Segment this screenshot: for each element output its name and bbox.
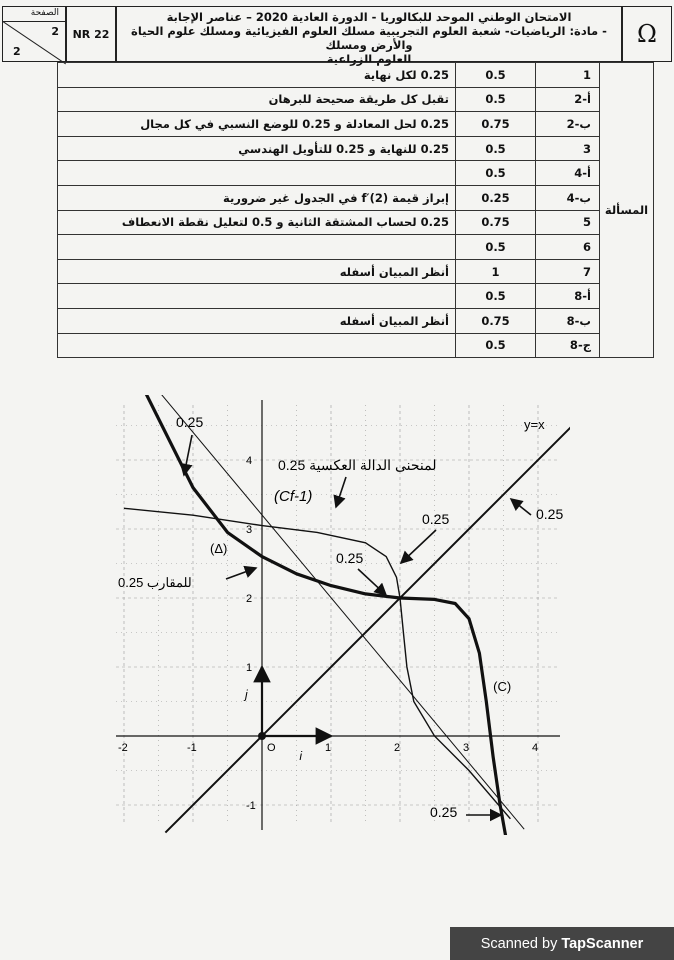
y-tick-label: 1 [246, 662, 253, 674]
exam-code: NR 22 [66, 6, 116, 62]
grading-row [58, 308, 654, 333]
question-number: 5 [536, 210, 600, 235]
grading-row [58, 333, 654, 358]
annotation-mid: 0.25 [336, 550, 364, 566]
grading-row [58, 87, 654, 112]
note: أنظر المبيان أسفله [58, 308, 456, 333]
grading-row [58, 63, 654, 88]
question-number: ب-4 [536, 185, 600, 210]
exam-title [116, 6, 622, 66]
y-tick-label: -1 [246, 800, 256, 812]
points: 0.5 [456, 161, 536, 186]
annotation-asymptote: 0.25 للمقارب [118, 575, 192, 590]
points: 0.25 [456, 185, 536, 210]
note [58, 333, 456, 358]
title-line-1: الامتحان الوطني الموحد للبكالوريا - الدورة العادية 2020 – عناصر الإجابة [166, 10, 572, 24]
scanner-watermark: Scanned by TapScanner [450, 927, 674, 960]
page-label: الصفحة [30, 8, 59, 18]
note: 0.25 لحل المعادلة و 0.25 للوضع النسبي في كل مجال [58, 112, 456, 137]
annotation-top-mid: 0.25 [422, 511, 450, 527]
y-tick-label: 2 [246, 593, 253, 605]
annotation-right: 0.25 [536, 506, 564, 522]
question-number: 7 [536, 259, 600, 284]
points: 0.75 [456, 112, 536, 137]
exam-header [0, 0, 674, 66]
omega-logo-icon: Ω [622, 6, 672, 62]
vector-i-label: i [299, 749, 303, 763]
label-curve-c: (C) [493, 679, 512, 695]
note [58, 284, 456, 309]
note [58, 235, 456, 260]
x-tick-label: O [267, 742, 276, 754]
x-tick-label: -1 [187, 742, 197, 754]
note: 0.25 لحساب المشتقة الثانية و 0.5 لتعليل نقطة الانعطاف [58, 210, 456, 235]
note: إبراز قيمة f′(2) في الجدول غير ضرورية [58, 185, 456, 210]
grading-row [58, 161, 654, 186]
arrow-mid [358, 569, 386, 595]
grading-row [58, 210, 654, 235]
label-y-equals-x: y=x [524, 417, 545, 432]
points: 0.75 [456, 210, 536, 235]
arrow-inverse [336, 477, 346, 507]
page-number: 2 [51, 25, 59, 38]
note: تقبل كل طريقة صحيحة للبرهان [58, 87, 456, 112]
grading-row [58, 235, 654, 260]
note: 0.25 لكل نهاية [58, 63, 456, 88]
points: 0.5 [456, 333, 536, 358]
y-tick-label: 3 [246, 524, 253, 536]
vector-j-label: j [245, 687, 248, 702]
note: 0.25 للنهاية و 0.25 للتأويل الهندسي [58, 136, 456, 161]
page-total: 2 [13, 45, 21, 58]
points: 0.75 [456, 308, 536, 333]
grading-row [58, 112, 654, 137]
question-number: ج-8 [536, 333, 600, 358]
annotation-bottom: 0.25 [430, 804, 458, 820]
points: 0.5 [456, 87, 536, 112]
x-tick-label: 1 [325, 742, 332, 754]
grading-row [58, 136, 654, 161]
note: أنظر المبيان أسفله [58, 259, 456, 284]
points: 0.5 [456, 136, 536, 161]
arrow-asymptote [226, 568, 256, 579]
x-tick-label: 3 [463, 742, 470, 754]
arrow-right [511, 499, 531, 515]
grading-row [58, 259, 654, 284]
annotation-inverse: 0.25 لمنحنى الدالة العكسية [278, 457, 437, 473]
grading-table [57, 62, 654, 358]
question-number: ب-2 [536, 112, 600, 137]
arrow-top-mid [401, 530, 436, 563]
page-number-box [2, 6, 66, 62]
question-number: 1 [536, 63, 600, 88]
question-number: أ-2 [536, 87, 600, 112]
grading-row [58, 284, 654, 309]
question-number: 6 [536, 235, 600, 260]
label-delta: (Δ) [210, 541, 228, 556]
x-tick-label: 4 [532, 742, 539, 754]
function-graph [106, 395, 570, 835]
grading-row [58, 185, 654, 210]
points: 1 [456, 259, 536, 284]
annotation-top-left: 0.25 [176, 414, 204, 430]
x-tick-label: 2 [394, 742, 401, 754]
note [58, 161, 456, 186]
title-line-2: - مادة: الرياضيات- شعبة العلوم التجريبية مسلك العلوم الفيزيائية ومسلك علوم الحياة والأرض ومسلك [131, 24, 607, 52]
title-line-3: العلوم الزراعية [326, 52, 412, 66]
curve-inverse [124, 508, 510, 819]
arrow-top-left [184, 435, 192, 475]
points: 0.5 [456, 235, 536, 260]
section-label: المسألة [600, 63, 654, 358]
points: 0.5 [456, 63, 536, 88]
question-number: أ-4 [536, 161, 600, 186]
question-number: ب-8 [536, 308, 600, 333]
line-y-equals-x [165, 412, 570, 833]
points: 0.5 [456, 284, 536, 309]
y-tick-label: 4 [246, 455, 253, 467]
label-curve-inverse: (Cf-1) [274, 488, 313, 505]
question-number: أ-8 [536, 284, 600, 309]
x-tick-label: -2 [118, 742, 128, 754]
question-number: 3 [536, 136, 600, 161]
